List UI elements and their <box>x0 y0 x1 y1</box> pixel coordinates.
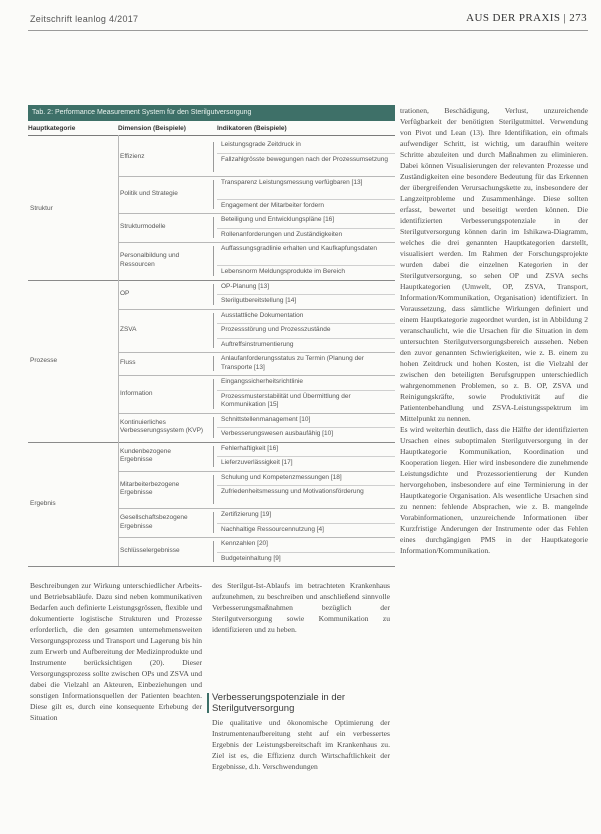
paragraph: des Sterilgut-Ist-Ablaufs im betrachteten Krankenhaus aufzunehmen, zu beschreiben und anschließend sinnvolle Verbesserungsmaßnahmen bezüglich der Sterilgutversorgung sowie Kommunikation zu identifizieren und zu heben. <box>212 581 390 634</box>
dimension-divider <box>118 309 395 310</box>
dimension-brace <box>213 475 214 505</box>
text-column-right <box>400 105 588 556</box>
category-cell: Prozesse <box>30 356 58 364</box>
indicator-divider <box>217 294 395 295</box>
indicator-divider <box>217 323 395 324</box>
header-cell-dimension: Dimension (Beispiele) <box>118 125 186 132</box>
indicator-cell: Engagement der Mitarbeiter fordern <box>221 201 324 209</box>
dimension-cell: Politik und Strategie <box>120 190 178 197</box>
dimension-cell: Mitarbeiterbezogene Ergebnisse <box>120 480 180 497</box>
indicator-cell: Nachhaltige Ressourcennutzung [4] <box>221 525 324 533</box>
column-separator <box>217 135 218 566</box>
paragraph: Beschreibungen zur Wirkung unterschiedlicher Arbeits- und Betriebsabläufe. Dazu sind neben kommunikativen Bedarfen auch definierte Leistungsgrössen, flexible und dokumentierte logistische Strukturen und Prozesse erforderlich, die den gesamten unternehmensweiten Versorgungsprozess und Transport und Lagerung bis hin zum Erwerb und Aufbereitung der Medizinprodukte und Instrumente berücksichtigen (20). Dieser Versorgungsprozess sollte zwischen OPs und ZSVA und dabei die Vielzahl an Akteuren, Einbeziehungen und sonstigen Informationsquellen der Patienten beachten. Diese gilt es, durch eine konsequente Erhebung der Situation <box>30 581 202 722</box>
dimension-divider <box>118 213 395 214</box>
pms-table <box>28 105 395 568</box>
indicator-cell: Anlaufanforderungsstatus zu Termin (Planung der Transporte [13] <box>221 355 364 371</box>
category-cell: Ergebnis <box>30 499 56 507</box>
indicator-divider <box>217 427 395 428</box>
category-divider <box>28 566 395 567</box>
paragraph: Die qualitative und ökonomische Optimierung der Instrumentenaufbereitung steht auf ein verbessertes Ergebnis der Leistungsbereitschaft im Krankenhaus zu. Ziel ist es, die Effizienz durch Wirtschaftlichkeit der Ergebnisse, d.h. Verschwendungen <box>212 718 390 771</box>
dimension-divider <box>118 413 395 414</box>
header-rule <box>28 30 588 31</box>
indicator-divider <box>217 265 395 266</box>
dimension-divider <box>118 375 395 376</box>
indicator-cell: Zufriedenheitsmessung und Motivationsförderung <box>221 488 364 495</box>
indicator-divider <box>217 552 395 553</box>
text-column-middle <box>212 580 390 635</box>
journal-label: Zeitschrift leanlog 4/2017 <box>30 14 139 24</box>
indicator-cell: Rollenanforderungen und Zuständigkeiten <box>221 230 343 238</box>
indicator-divider <box>217 199 395 200</box>
dimension-brace <box>213 217 214 238</box>
column-separator <box>118 135 119 566</box>
indicator-cell: Zertifizierung [19] <box>221 511 272 518</box>
header-cell-category: Hauptkategorie <box>28 125 76 132</box>
dimension-brace <box>213 142 214 172</box>
dimension-cell: Schlüsselergebnisse <box>120 547 180 555</box>
indicator-divider <box>217 523 395 524</box>
text-column-left <box>30 580 202 723</box>
dimension-cell: Information <box>120 389 153 397</box>
category-divider <box>28 280 395 281</box>
indicator-divider <box>217 338 395 339</box>
indicator-cell: Auffassungsgradlinie erhalten und Kaufkapfungsdaten <box>221 245 377 252</box>
indicator-divider <box>217 390 395 391</box>
indicator-cell: Budgeteinhaltung [9] <box>221 554 281 562</box>
indicator-cell: Schnittstellenmanagement [10] <box>221 415 311 423</box>
heading-accent-bar <box>207 693 209 713</box>
dimension-brace <box>213 180 214 210</box>
dimension-cell: Strukturmodelle <box>120 223 166 231</box>
dimension-divider <box>118 508 395 509</box>
dimension-brace <box>213 417 214 438</box>
dimension-brace <box>213 512 214 533</box>
indicator-cell: Lieferzuverlässigkeit [17] <box>221 459 293 466</box>
indicator-cell: Fallzahlgrösste bewegungen nach der Prozessumsetzung <box>221 155 388 163</box>
indicator-cell: OP-Planung [13] <box>221 282 270 290</box>
indicator-divider <box>217 228 395 229</box>
dimension-brace <box>213 379 214 409</box>
indicator-divider <box>217 456 395 457</box>
paragraph: trationen, Beschädigung, Verlust, unzureichende Verfügbarkeit der benötigten Sterilgutmittel. Verwendung von Pivot und Lean (13). Ihre Identifikation, ein oftmals aufwendiger Schritt, ist wichtig, um daraufhin weitere Schritte abzuleiten und durch Maßnahmen zu eliminieren. Dabei können Visualisierungen der relevanten Prozesse und Zuständigkeiten eine besondere Bedeutung für das Erkennen der übergreifenden Verursachungskette zu, insbesondere der Langzeitprobleme und Zusammenhänge. Diese sollten erfasst, bewertet und beseitigt werden können. Die identifizierten Verbesserungspotenziale in der Sterilgutversorgung können darin im Ishikawa-Diagramm, welches die drei genannten Hauptkategorien darstellt, visualisiert werden. Im Rahmen der Forschungsprojekte wurden dabei die einzelnen Kategorien in der Sterilgutversorgung, so sehen OP und ZSVA sechs Hauptkategorien (Umwelt, OP, ZSVA, Transport, Information/Kommunikation, Organisation) identifiziert. In Voraussetzung, dass sämtliche Wirkungen definiert und einem Hauptkategorie zugeordnet wurden, ist in Abbildung 2 veranschaulicht, wie die Ursachen für die Situation in dem untersuchten Sterilgutversorgungsbereich aussehen. Neben den zuvor genannten Schwierigkeiten, wie z. B. einem zu hohen Zeitdruck und hohen Kosten, ist die Vielzahl der zwischen den beteiligten Berufsgruppen unterschiedlich wahrgenommenen Problemen, so z. B. OP, ZSVA und Reinigungskräfte, sowie Produktivität auf die Patientenbehandlung und ZSVA-Leistungsspektrum im Mittelpunkt zu nennen. <box>400 106 588 423</box>
category-cell: Struktur <box>30 204 53 212</box>
dimension-cell: Gesellschaftsbezogene Ergebnisse <box>120 514 188 530</box>
indicator-cell: Eingangssicherheitsrichtlinie <box>221 378 304 385</box>
dimension-divider <box>118 537 395 538</box>
dimension-brace <box>213 446 214 467</box>
section-page-label: AUS DER PRAXIS | 273 <box>466 12 587 24</box>
text-column-middle-after <box>212 717 390 772</box>
dimension-divider <box>118 242 395 243</box>
dimension-cell: Fluss <box>120 359 136 367</box>
dimension-divider <box>118 176 395 177</box>
dimension-brace <box>213 356 214 371</box>
indicator-cell: Leistungsgrade Zeitdruck in <box>221 141 301 148</box>
dimension-cell: Kontinuierliches Verbesserungssystem (KVP) <box>120 418 204 434</box>
header-cell-indicator: Indikatoren (Beispiele) <box>217 125 287 132</box>
dimension-divider <box>118 352 395 353</box>
indicator-cell: Kennzahlen [20] <box>221 540 268 547</box>
indicator-cell: Lebensnorm Meldungsprodukte im Bereich <box>221 268 345 275</box>
indicator-divider <box>217 485 395 486</box>
indicator-cell: Verbesserungswesen ausbaufähig [10] <box>221 430 334 437</box>
dimension-brace <box>213 284 214 305</box>
dimension-cell: OP <box>120 289 130 297</box>
table-title: Tab. 2: Performance Measurement System für den Sterilgutversorgung <box>28 105 395 121</box>
indicator-cell: Prozessstörung und Prozesszustände <box>221 326 331 333</box>
indicator-divider <box>217 153 395 154</box>
dimension-brace <box>213 313 214 349</box>
dimension-cell: Kundenbezogene Ergebnisse <box>120 447 171 463</box>
indicator-cell: Fehlerhaftigkeit [16] <box>221 444 279 452</box>
indicator-cell: Auftreffsinstrumentierung <box>221 340 294 348</box>
dimension-brace <box>213 246 214 276</box>
indicator-cell: Prozessmusterstabilität und Übermittlung der Kommunikation [15] <box>221 392 351 408</box>
section-heading-text: Verbesserungspotenziale in der Sterilgutversorgung <box>212 692 346 714</box>
dimension-divider <box>118 471 395 472</box>
paragraph: Es wird weiterhin deutlich, dass die Hälfte der identifizierten Ursachen eines suboptimalen Sterilgutversorgung in der Hauptkategorie Kommunikation, Koordination und Kooperation liegen. Hier wird insbesondere die zunehmende Leistungsdichte und Prozessorientierung der Kunden hervorgehoben, insbesondere auf eine Terminierung in der Hauptkategorie Organisation. Als wesentliche Ursachen sind zu nennen: fehlende Absprachen, wie z. B. mangelnde Vorabinformationen, unzureichende Informationen über Kurzfristige Änderungen der Instrumente oder das Fehlen eines durchgängigen PMS in der Hauptkategorie Information/Kommunikation. <box>400 425 588 555</box>
section-heading <box>212 692 362 714</box>
indicator-cell: Beteiligung und Entwicklungspläne [16] <box>221 216 335 223</box>
indicator-cell: Sterilgutbereitstellung [14] <box>221 297 297 304</box>
dimension-cell: Effizienz <box>120 152 145 160</box>
table-header-row <box>28 123 395 136</box>
indicator-cell: Schulung und Kompetenzmessungen [18] <box>221 473 342 481</box>
dimension-cell: ZSVA <box>120 326 137 333</box>
dimension-brace <box>213 541 214 562</box>
category-divider <box>28 442 395 443</box>
dimension-cell: Personalbildung und Ressourcen <box>120 252 180 268</box>
indicator-cell: Transparenz Leistungsmessung verfügbaren [13] <box>221 178 363 186</box>
indicator-cell: Ausstattliche Dokumentation <box>221 311 304 319</box>
